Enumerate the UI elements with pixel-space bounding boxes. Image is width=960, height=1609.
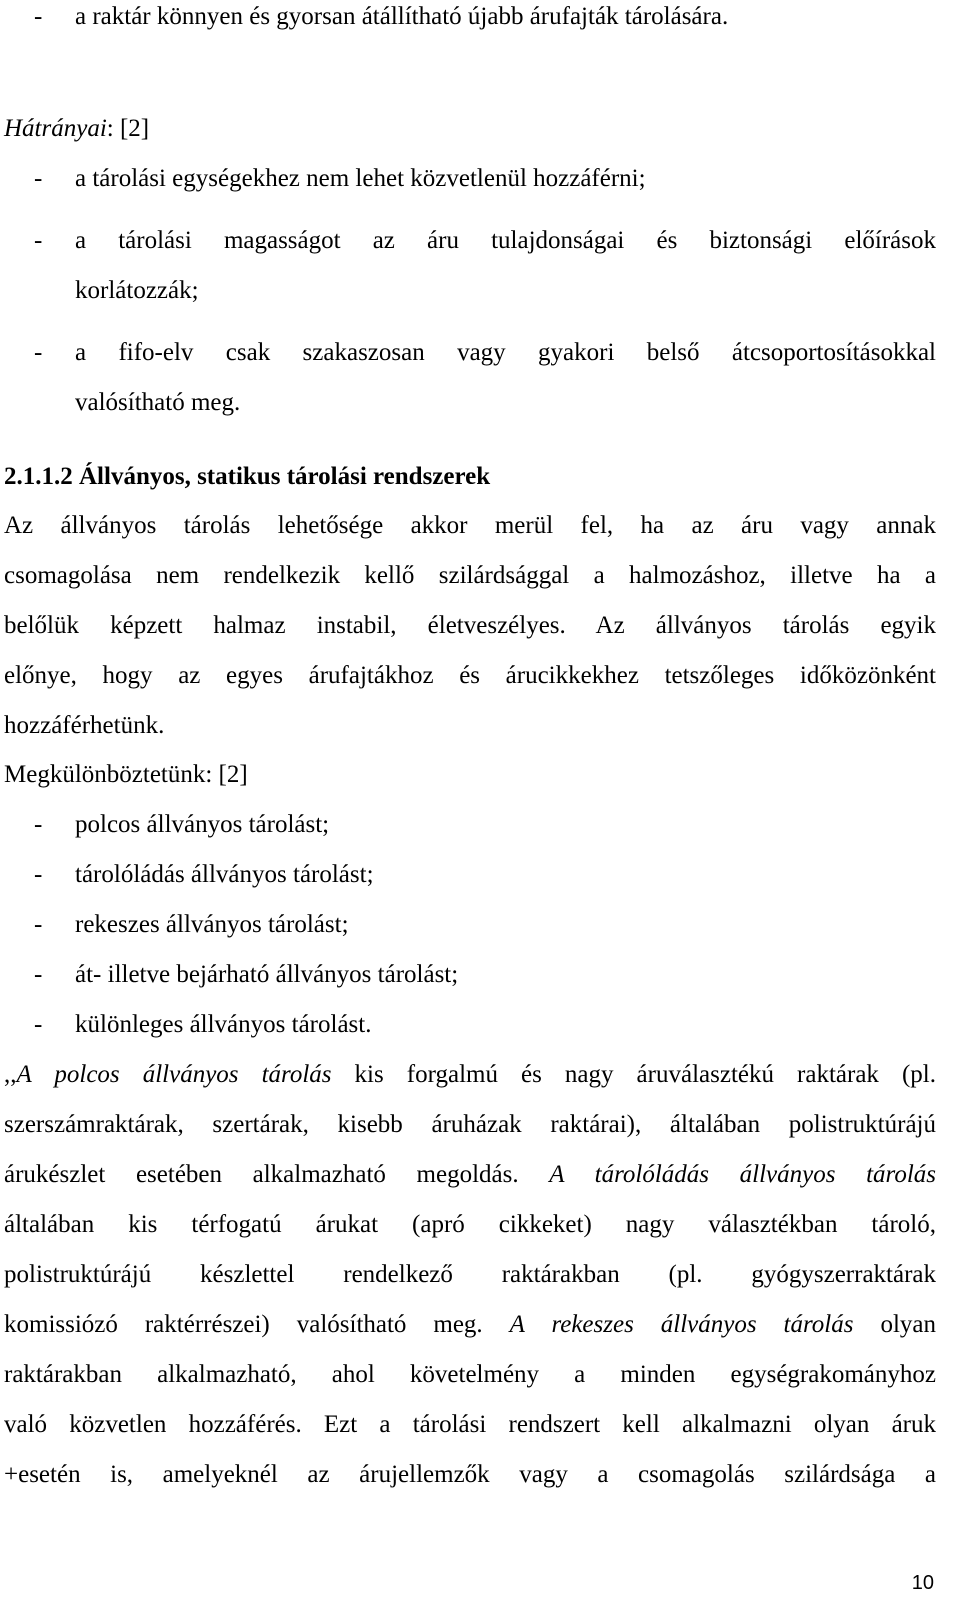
text-run: olyan bbox=[853, 1311, 936, 1338]
bullet-dash: - bbox=[34, 165, 43, 192]
text-run: kis forgalmú és nagy áruválasztékú raktárak (pl. bbox=[331, 1061, 936, 1088]
disadvantage-item: a tárolási magasságot az áru tulajdonságai és biztonsági előírások bbox=[75, 227, 936, 254]
bullet-dash: - bbox=[34, 3, 43, 30]
paragraph-line: szerszámraktárak, szertárak, kisebb áruházak raktárai), általában polistruktúrájú bbox=[4, 1111, 936, 1138]
paragraph-line bbox=[4, 1060, 936, 1090]
bullet-dash: - bbox=[34, 1011, 43, 1038]
italic-term: A polcos állványos tárolás bbox=[16, 1061, 332, 1088]
disadvantages-label bbox=[4, 114, 149, 144]
type-item: át- illetve bejárható állványos tárolást; bbox=[75, 961, 459, 988]
types-intro: Megkülönböztetünk: [2] bbox=[4, 761, 248, 788]
disadvantage-item: a fifo-elv csak szakaszosan vagy gyakori belső átcsoportosításokkal bbox=[75, 339, 936, 366]
disadvantages-label-italic: Hátrányai bbox=[4, 115, 107, 142]
disadvantages-label-rest: : [2] bbox=[106, 115, 150, 142]
text-run: árukészlet esetében alkalmazható megoldás. bbox=[4, 1161, 550, 1188]
type-item: különleges állványos tárolást. bbox=[75, 1011, 372, 1038]
paragraph-line: hozzáférhetünk. bbox=[4, 712, 165, 739]
disadvantage-item-cont: korlátozzák; bbox=[75, 277, 199, 304]
paragraph-line: általában kis térfogatú árukat (apró cikkeket) nagy választékban tároló, bbox=[4, 1211, 936, 1238]
disadvantage-item-cont: valósítható meg. bbox=[75, 389, 241, 416]
type-item: rekeszes állványos tárolást; bbox=[75, 911, 349, 938]
paragraph-line bbox=[4, 1160, 936, 1190]
bullet-dash: - bbox=[34, 227, 43, 254]
paragraph-line bbox=[4, 1310, 936, 1340]
paragraph-line: csomagolása nem rendelkezik kellő szilárdsággal a halmozáshoz, illetve ha a bbox=[4, 562, 936, 589]
type-item: polcos állványos tárolást; bbox=[75, 811, 330, 838]
disadvantage-item: a tárolási egységekhez nem lehet közvetlenül hozzáférni; bbox=[75, 165, 646, 192]
quote-mark: ,, bbox=[4, 1061, 17, 1088]
paragraph-line: belőlük képzett halmaz instabil, életveszélyes. Az állványos tárolás egyik bbox=[4, 612, 936, 639]
paragraph-line: raktárakban alkalmazható, ahol követelmény a minden egységrakományhoz bbox=[4, 1361, 936, 1388]
section-heading: 2.1.1.2 Állványos, statikus tárolási rendszerek bbox=[4, 463, 491, 490]
type-item: tárolóládás állványos tárolást; bbox=[75, 861, 374, 888]
bullet-dash: - bbox=[34, 811, 43, 838]
top-bullet-text: a raktár könnyen és gyorsan átállítható újabb árufajták tárolására. bbox=[75, 3, 729, 30]
paragraph-line: +esetén is, amelyeknél az árujellemzők vagy a csomagolás szilárdsága a bbox=[4, 1461, 936, 1488]
bullet-dash: - bbox=[34, 861, 43, 888]
bullet-dash: - bbox=[34, 961, 43, 988]
paragraph-line: való közvetlen hozzáférés. Ezt a tárolási rendszert kell alkalmazni olyan áruk bbox=[4, 1411, 936, 1438]
bullet-dash: - bbox=[34, 339, 43, 366]
bullet-dash: - bbox=[34, 911, 43, 938]
paragraph-line: polistruktúrájú készlettel rendelkező raktárakban (pl. gyógyszerraktárak bbox=[4, 1261, 936, 1288]
italic-term: A rekeszes állványos tárolás bbox=[509, 1311, 854, 1338]
text-run: komissiózó raktérrészei) valósítható meg. bbox=[4, 1311, 510, 1338]
italic-term: A tárolóládás állványos tárolás bbox=[549, 1161, 937, 1188]
paragraph-line: előnye, hogy az egyes árufajtákhoz és árucikkekhez tetszőleges időközönként bbox=[4, 662, 936, 689]
page-number: 10 bbox=[911, 1572, 934, 1594]
paragraph-line: Az állványos tárolás lehetősége akkor merül fel, ha az áru vagy annak bbox=[4, 512, 936, 539]
